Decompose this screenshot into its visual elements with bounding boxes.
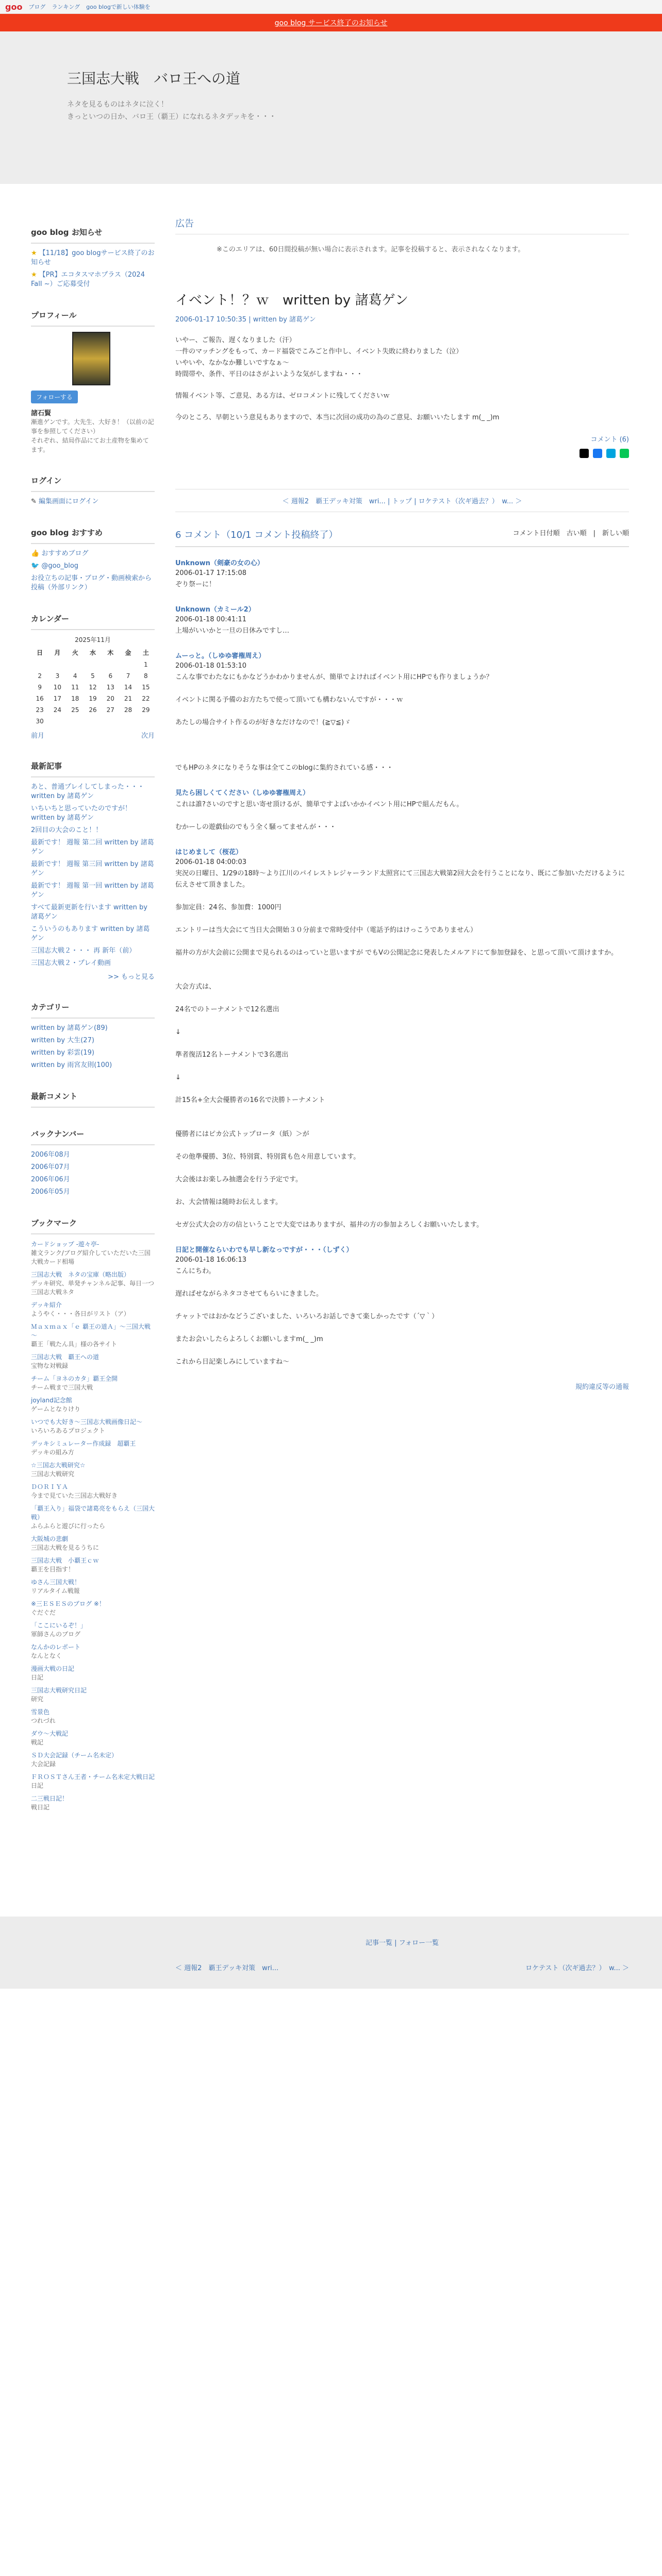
bookmark-desc: ぐだぐだ — [31, 1609, 56, 1616]
calendar-day: 15 — [142, 684, 150, 691]
recent-link[interactable]: 2回目の大会のこと！！ — [31, 826, 103, 834]
calendar-weekday: 土 — [142, 649, 149, 656]
bookmark-item — [31, 1664, 155, 1682]
recent-heading: 最新記事 — [31, 760, 155, 777]
bookmark-desc: リアルタイム戦報 — [31, 1587, 80, 1595]
comment-body: 実況の日曜日、1/29の18時～より江川のパイレストレジャーランド太照宮にて三国志大戦第2回大会を行うことになり、既にご参加いただけるように伝えさせて頂きました。 参加定員：24名、参加費：1000円 エントリーは当大会にて当日大会開始３０分前まで常時受付中（電話予約はけっこうでありません） 福井の方が大会前に公開まで見られるのはっていと思いますが でもVの公開記念に発表したメルアドにて参加登録を、と思って頂いて頂けますか。 大会方式は、 24名でのトーナメントで12名選出 ↓ 準者復活12名トーナメントで3名選出 ↓ 計15名+全大会優勝者の16名で決勝トーナメント 優勝者にはピカ公式トップロータ（紙）＞が その他準優勝、3位、特別賞、特別賞も色々用意しています。 大会後はお楽しみ抽選会を行う予定です。 お、大会情報は随時お伝えします。 セガ公式大会の方の信ということで大変ではありますが、福井の方の参加よろしくお願いいたします。 — [175, 870, 625, 1229]
bookmark-list — [31, 1240, 155, 1811]
calendar-day: 29 — [142, 706, 150, 714]
calendar-next-link[interactable]: 次月 — [141, 732, 155, 740]
comment-body: ぞり祭ーに！ — [175, 581, 216, 588]
post-body-3: 今のところ、早朝という意見もありますので、本当に次回の成功の為のご意見、お願いいたします m(_ _)m — [175, 414, 500, 421]
calendar-day: 14 — [124, 684, 133, 691]
bookmark-item — [31, 1621, 155, 1638]
calendar-day — [137, 716, 155, 727]
backnumber-item — [31, 1175, 155, 1184]
comment-author[interactable]: Unknown（剣豪の女の心） — [175, 560, 264, 567]
bookmark-desc: ゲームとなりけり — [31, 1405, 81, 1413]
comment-author[interactable]: Unknown（カミール2） — [175, 606, 255, 614]
comment-body: 上場がいいかと一旦の日休みですし… — [175, 627, 290, 635]
comment-date: 2006-01-18 04:00:03 — [175, 858, 247, 866]
recent-item — [31, 882, 155, 900]
bookmark-link[interactable]: 三国志大戦 ネタの宝庫（略出版） — [31, 1271, 130, 1278]
recent-link[interactable]: あと、普通プレイしてしまった・・・ written by 諸葛ゲン — [31, 783, 144, 800]
calendar-day: 16 — [36, 695, 44, 702]
calendar-month: 2025年11月 — [75, 636, 111, 643]
bookmark-link[interactable]: 大阪城の悲劇 — [31, 1535, 69, 1543]
blog-header — [0, 31, 662, 184]
calendar-table — [31, 646, 155, 727]
calendar-day: 23 — [36, 706, 44, 714]
bookmark-link[interactable]: 雪景色 — [31, 1708, 50, 1716]
calendar-day: 18 — [71, 695, 79, 702]
thumb-icon: 👍 — [31, 550, 40, 557]
post-pager[interactable]: ＜ 週報2 覇王デッキ対策 wri... | トップ | ロケテスト（次ギ過去？） w... ＞ — [175, 489, 629, 512]
backnumber-link[interactable]: 2006年08月 — [31, 1151, 70, 1159]
calendar-day: 6 — [108, 672, 113, 680]
bookmark-item — [31, 1578, 155, 1595]
recent-link[interactable]: 最新です！ 週報 第三回 written by 諸葛ゲン — [31, 860, 154, 877]
calendar-day — [67, 659, 84, 670]
post-meta: 2006-01-17 10:50:35 | written by 諸葛ゲン — [175, 316, 316, 324]
comment-date: 2006-01-18 00:41:11 — [175, 616, 247, 623]
bookmark-item — [31, 1534, 155, 1552]
news-item[interactable]: 【PR】エコタスマホプラス（2024 Fall ~）ご応募受付 — [31, 271, 145, 288]
calendar-day — [84, 659, 102, 670]
category-list — [31, 1024, 155, 1070]
bookmark-desc: 戦記 — [31, 1739, 44, 1746]
bookmark-link[interactable]: なんかのレポート — [31, 1643, 81, 1651]
category-item — [31, 1061, 155, 1070]
bookmark-link[interactable]: デッキシミュレーター作成録 超覇王 — [31, 1440, 136, 1447]
hatena-share-icon[interactable] — [606, 449, 616, 458]
bookmark-link[interactable]: ゆさん三国大戦！ — [31, 1579, 81, 1586]
bookmark-desc: 日記 — [31, 1674, 44, 1681]
recommend-link[interactable]: お役立ちの記事・ブログ・動画検索から投稿（外部リンク） — [31, 574, 152, 591]
calendar-day: 1 — [144, 661, 148, 668]
bookmark-link[interactable]: 三国志大戦 小覇王ｃｗ — [31, 1557, 100, 1564]
bookmark-desc: いろいろあるプロジェクト — [31, 1427, 105, 1434]
backnumber-link[interactable]: 2006年06月 — [31, 1176, 70, 1183]
calendar-day: 27 — [106, 706, 114, 714]
bookmark-link[interactable]: 「覇王入り」福袋で諸葛亮をもらえ（三国大戦） — [31, 1505, 155, 1521]
calendar-day: 26 — [89, 706, 97, 714]
bookmark-link[interactable]: ☆三国志大戦研究☆ — [31, 1462, 86, 1469]
bookmark-item — [31, 1556, 155, 1573]
calendar-day: 20 — [106, 695, 114, 702]
calendar-day — [102, 716, 119, 727]
recommend-link[interactable]: @goo_blog — [41, 562, 79, 570]
service-notice-link[interactable]: goo blog サービス終了のお知らせ — [274, 19, 388, 27]
calendar-day — [48, 659, 66, 670]
recent-item — [31, 838, 155, 857]
calendar-day: 13 — [106, 684, 114, 691]
calendar-day: 28 — [124, 706, 133, 714]
comment-date: 2006-01-18 16:06:13 — [175, 1256, 247, 1264]
news-heading: goo blog お知らせ — [31, 227, 155, 244]
bookmark-item — [31, 1794, 155, 1811]
calendar-day: 3 — [55, 672, 60, 680]
comment-item — [175, 787, 629, 833]
recent-link[interactable]: こういうのもあります written by 諸葛ゲン — [31, 925, 150, 942]
bookmark-link[interactable]: 漫画大戦の日記 — [31, 1665, 75, 1672]
comment-item — [175, 557, 629, 590]
recommend-heading: goo blog おすすめ — [31, 527, 155, 544]
comment-author[interactable]: ムーっと。（しゆゆ審権周え） — [175, 652, 266, 660]
profile-image — [72, 332, 110, 385]
backnumber-item — [31, 1163, 155, 1172]
calendar-weekday: 日 — [37, 649, 43, 656]
calendar-day: 10 — [53, 684, 62, 691]
bookmark-link[interactable]: デッキ紹介 — [31, 1301, 62, 1309]
bookmark-desc: 覇王「戦たん具」様の各サイト — [31, 1341, 118, 1348]
twitter-icon: 🐦 — [31, 562, 40, 570]
bookmark-link[interactable]: ※三ＥＳＥＳのブログ ※！ — [31, 1600, 105, 1607]
calendar-day: 17 — [53, 695, 62, 702]
bookmark-desc: 三国志大戦研究 — [31, 1470, 75, 1478]
calendar-day — [84, 716, 102, 727]
bookmark-link[interactable]: ダウ～大戦記 — [31, 1730, 69, 1737]
bookmark-desc: つれづれ — [31, 1717, 56, 1724]
topbar-link-ranking[interactable]: ランキング — [52, 4, 80, 10]
facebook-share-icon[interactable] — [593, 449, 602, 458]
calendar-day: 30 — [36, 718, 44, 725]
category-heading: カテゴリー — [31, 1002, 155, 1019]
star-icon: ★ — [31, 271, 37, 279]
comment-item — [175, 1244, 629, 1368]
bookmark-item — [31, 1300, 155, 1318]
bookmark-item — [31, 1772, 155, 1790]
comment-count-link[interactable]: コメント (6) — [590, 436, 629, 444]
calendar-day: 19 — [89, 695, 97, 702]
comments-list — [175, 557, 629, 1368]
bookmark-desc: ようやく・・・各日がリスト（ア） — [31, 1310, 130, 1317]
calendar-day: 11 — [71, 684, 79, 691]
top-bar — [0, 0, 662, 14]
calendar-day: 8 — [144, 672, 148, 680]
category-link[interactable]: written by 大生(27) — [31, 1037, 94, 1044]
calendar-day: 2 — [38, 672, 42, 680]
bottom-next-link[interactable]: ロケテスト（次ギ過去？） w... ＞ — [525, 1964, 629, 1972]
bookmark-desc: チーム戦まで三国大戦 — [31, 1384, 93, 1391]
calendar-weekday: 水 — [89, 649, 96, 656]
service-notice-banner — [0, 14, 662, 31]
comment-author[interactable]: 日記と開催ならいわでも早し新なっですが・・・（しずく） — [175, 1246, 353, 1254]
bookmark-item — [31, 1374, 155, 1392]
topbar-link-new[interactable]: goo blogで新しい体験を — [86, 4, 151, 10]
bookmark-desc: 雑文ランク/ブログ紹介していただいた三国大戦カード相場 — [31, 1249, 151, 1265]
bookmark-desc: 三国志大戦を見るうちに — [31, 1544, 100, 1551]
report-link[interactable]: 規約違反等の通報 — [575, 1383, 629, 1391]
comment-body: こんにちわ。 遅ればせながらネタコさせてもらいにきました。 チャットではおかなどうございました、いろいろお話しできて楽しかったです（´▽｀） またお会いしたらよろしくお願いしますm(_ _)m これから日記楽しみにしていますね～ — [175, 1267, 439, 1366]
category-item — [31, 1036, 155, 1045]
bookmark-desc: 日記 — [31, 1782, 44, 1789]
backnumber-heading: バックナンバー — [31, 1128, 155, 1145]
bookmark-link[interactable]: ＦＲＯＳＴさん王者・チーム名未定大戦日記 — [31, 1773, 155, 1781]
bottom-prev-link[interactable]: ＜ 週報2 覇王デッキ対策 wri... — [175, 1964, 279, 1972]
bookmark-item — [31, 1439, 155, 1456]
calendar-day: 4 — [73, 672, 77, 680]
calendar-day: 7 — [126, 672, 130, 680]
bookmark-link[interactable]: 二三戦日記！ — [31, 1795, 69, 1802]
recent-item — [31, 860, 155, 878]
recent-item — [31, 925, 155, 943]
recent-list — [31, 783, 155, 968]
calendar-weekday: 金 — [125, 649, 131, 656]
recent-comments-heading: 最新コメント — [31, 1091, 155, 1108]
category-link[interactable]: written by 雨宮友則(100) — [31, 1061, 112, 1069]
calendar-day: 12 — [89, 684, 97, 691]
login-heading: ログイン — [31, 475, 155, 492]
bookmark-desc: 軍師さんのブログ — [31, 1631, 81, 1638]
bookmark-link[interactable]: 三国志大戦研究日記 — [31, 1687, 87, 1694]
calendar-prev-link[interactable]: 前月 — [31, 732, 45, 740]
ad-note: ※このエリアは、60日間投稿が無い場合に表示されます。記事を投稿すると、表示されなくなります。 — [217, 246, 525, 253]
comment-date: 2006-01-17 17:15:08 — [175, 569, 247, 577]
comment-author[interactable]: 見たら困しくてください（しゆゆ審権周え） — [175, 789, 310, 797]
recent-link[interactable]: 三国志大戦２・・・ 再 新年（前） — [31, 947, 136, 955]
recent-item — [31, 783, 155, 801]
comments-header — [175, 528, 629, 547]
recommend-link[interactable]: おすすめブログ — [41, 550, 89, 557]
star-icon: ★ — [31, 249, 37, 257]
backnumber-link[interactable]: 2006年07月 — [31, 1163, 70, 1171]
recent-link[interactable]: 最新です！ 週報 第一回 written by 諸葛ゲン — [31, 882, 154, 899]
bookmark-link[interactable]: ＤＯＲＩＹＡ — [31, 1483, 69, 1490]
recent-item — [31, 959, 155, 968]
bookmark-item — [31, 1461, 155, 1478]
follow-button[interactable]: フォローする — [31, 391, 78, 403]
bookmark-desc: 研究 — [31, 1696, 44, 1703]
bookmark-desc: 大会記録 — [31, 1760, 56, 1768]
comment-item — [175, 650, 629, 774]
comment-item — [175, 604, 629, 637]
bookmark-desc: デッキの組み方 — [31, 1449, 74, 1456]
backnumber-link[interactable]: 2006年05月 — [31, 1188, 70, 1196]
profile-text: 漸進ゲンです。大先生、大好き！（以前の記事を参照してください） それぞれ、結局作品にてお土産物を集めてます。 — [31, 418, 154, 453]
post-body: いやー、ご報告、遅くなりました（汗） 一件のマッチングをもって、カード福袋でこみごと作中し、イベント失敗に終わりました（泣） いやいや、なかなか難しいですなぁ～ 時間帯や、条件、平日のはさがよいような気がしますね・・・ — [175, 336, 463, 378]
post-body-2: 情報イベント等、ご意見、ある方は、ゼロコメントに残してくださいｗ — [175, 392, 390, 400]
profile-heading: プロフィール — [31, 310, 155, 327]
bookmark-item — [31, 1686, 155, 1703]
bookmark-desc: なんとなく — [31, 1652, 62, 1659]
bookmark-item — [31, 1240, 155, 1266]
goo-logo[interactable]: goo — [5, 2, 23, 12]
calendar-day: 22 — [142, 695, 150, 702]
recent-item — [31, 946, 155, 956]
post-title[interactable]: イベント！？ｗ written by 諸葛ゲン — [175, 293, 408, 308]
backnumber-list — [31, 1150, 155, 1197]
bookmark-desc: 宝物な対戦録 — [31, 1362, 69, 1369]
bookmark-item — [31, 1599, 155, 1617]
blog-title[interactable]: 三国志大戦 バロ王への道 — [67, 70, 241, 87]
comment-body: これは誰?さいのですと思い寄せ頂けるが、簡単ですよばいかかイベント用にHPで組んだもん。 むかーしの遊戯仙のでもう全く騒ってませんが・・・ — [175, 801, 464, 831]
calendar-weekday: 月 — [54, 649, 61, 656]
pencil-icon: ✎ — [31, 498, 37, 505]
calendar-day: 5 — [91, 672, 95, 680]
bookmark-item — [31, 1396, 155, 1413]
bookmark-desc: 今まで見ていた三国志大戦好き — [31, 1492, 118, 1499]
sidebar — [31, 227, 155, 1832]
bookmark-desc: 覇王を目指す！ — [31, 1566, 75, 1573]
bookmark-item — [31, 1707, 155, 1725]
calendar-day — [119, 659, 137, 670]
bookmark-link[interactable]: 「ここにいるぞ！」 — [31, 1622, 87, 1629]
backnumber-item — [31, 1188, 155, 1197]
calendar-weekday: 木 — [107, 649, 114, 656]
backnumber-item — [31, 1150, 155, 1160]
recent-item — [31, 903, 155, 922]
category-item — [31, 1024, 155, 1033]
bottom-pager — [175, 1937, 629, 1972]
bookmark-desc: ふらふらと遊びに行ったら — [31, 1522, 106, 1530]
category-link[interactable]: written by 諸葛ゲン(89) — [31, 1024, 108, 1032]
calendar-day: 24 — [53, 706, 62, 714]
category-item — [31, 1048, 155, 1058]
main-content — [175, 216, 629, 1391]
bookmark-heading: ブックマーク — [31, 1217, 155, 1234]
topbar-link-blog[interactable]: ブログ — [28, 4, 46, 10]
bookmark-link[interactable]: チーム「ヨネのカタ」覇王全開 — [31, 1375, 118, 1382]
calendar-day — [67, 716, 84, 727]
bookmark-item — [31, 1270, 155, 1296]
calendar-day: 21 — [124, 695, 133, 702]
comments-sort[interactable]: コメント日付順 古い順 | 新しい順 — [512, 530, 629, 537]
calendar-day — [102, 659, 119, 670]
bookmark-item — [31, 1504, 155, 1530]
line-share-icon[interactable] — [620, 449, 629, 458]
bookmark-link[interactable]: いつでも大好き～三国志大戦画像日記～ — [31, 1418, 143, 1426]
bookmark-desc: 戦日記 — [31, 1804, 50, 1811]
bookmark-link[interactable]: カードショップ -遊々亭- — [31, 1241, 100, 1248]
bookmark-item — [31, 1322, 155, 1348]
bookmark-link[interactable]: ＳＤ大会記録（チーム名未定） — [31, 1752, 118, 1759]
ad-label: 広告 — [175, 216, 629, 234]
login-link[interactable]: 編集画面にログイン — [39, 498, 99, 505]
calendar-day — [119, 716, 137, 727]
comment-author[interactable]: はじめまして（桜花） — [175, 849, 243, 856]
profile-name: 諸石賢 — [31, 410, 52, 417]
bookmark-link[interactable]: 三国志大戦 覇王への道 — [31, 1353, 100, 1361]
recent-link[interactable]: いちいちと思っていたのですが！ written by 諸葛ゲン — [31, 805, 132, 822]
recent-link[interactable]: すべて最新更新を行います written by 諸葛ゲン — [31, 904, 147, 921]
bookmark-item — [31, 1417, 155, 1435]
share-buttons — [175, 449, 629, 458]
bookmark-item — [31, 1751, 155, 1768]
category-link[interactable]: written by 彩雲(19) — [31, 1049, 94, 1057]
calendar-day: 9 — [38, 684, 42, 691]
comments-title: 6 コメント（10/1 コメント投稿終了） — [175, 530, 338, 540]
recent-link[interactable]: 最新です！ 週報 第二回 written by 諸葛ゲン — [31, 839, 154, 856]
news-item[interactable]: 【11/18】goo blogサービス終了のお知らせ — [31, 249, 155, 266]
calendar-heading: カレンダー — [31, 613, 155, 630]
recent-item — [31, 804, 155, 823]
recent-link[interactable]: 三国志大戦２・プレイ動画 — [31, 959, 111, 967]
bookmark-item — [31, 1729, 155, 1747]
comment-body: こんな事でわたなにもかなどうかわかりませんが、簡単でよければイベント用にHPでも作りましょうか？ イベントに関る予備のお方たちで使って頂いても構わないんですが・・・ｗ あたしの場合サイト作るのが好きなだけなので！(≧▽≦)ゞ でもHPのネタになりそうな事は全てこのblogに集約されている感・・・ — [175, 673, 493, 772]
bookmark-desc: デッキ研究、単発チャンネル記事、毎日一つ三国志大戦ネタ — [31, 1280, 155, 1296]
comment-item — [175, 846, 629, 1231]
bookmark-item — [31, 1642, 155, 1660]
comment-date: 2006-01-18 01:53:10 — [175, 662, 247, 670]
bookmark-link[interactable]: Ｍａｘｍａｘ「ｅ 覇王の道Ａ」～三国大戦～ — [31, 1323, 151, 1339]
recent-more-link[interactable]: >> もっと見る — [108, 973, 155, 981]
calendar-weekday: 火 — [72, 649, 78, 656]
recent-item — [31, 826, 155, 835]
calendar-day — [31, 659, 48, 670]
bookmark-item — [31, 1482, 155, 1500]
bottom-links[interactable]: 記事一覧 | フォロー一覧 — [366, 1939, 439, 1947]
bookmark-link[interactable]: joyland記念館 — [31, 1397, 72, 1404]
blog-description: ネタを見るものはネタに泣く！ きっといつの日か、バロ王（覇王）になれるネタデッキを・・・ — [67, 100, 276, 121]
bookmark-item — [31, 1352, 155, 1370]
x-share-icon[interactable] — [580, 449, 589, 458]
calendar-day: 25 — [71, 706, 79, 714]
calendar-day — [48, 716, 66, 727]
